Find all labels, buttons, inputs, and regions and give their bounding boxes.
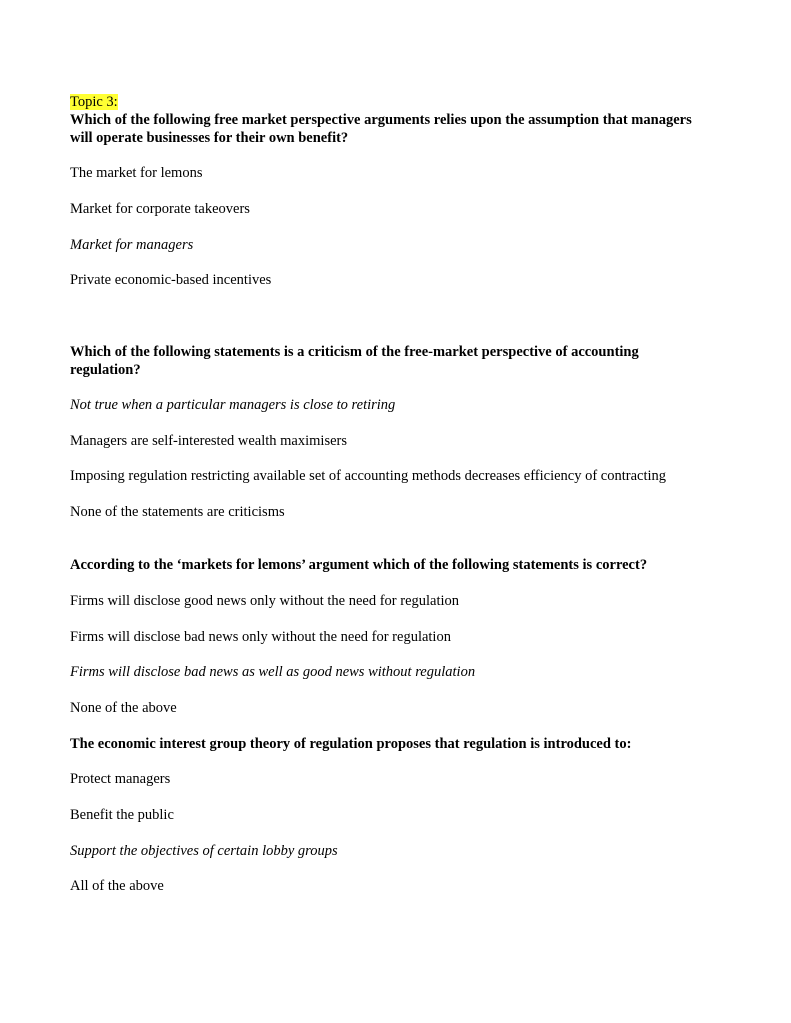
question-2-text: Which of the following statements is a criticism of the free-market perspective of accounting regulation? [70,344,639,378]
q3-option-4: None of the above [70,700,177,716]
q4-option-1: Protect managers [70,771,171,787]
question-4-text: The economic interest group theory of regulation proposes that regulation is introduced to: [70,736,632,752]
q1-option-1: The market for lemons [70,165,203,181]
q2-option-4: None of the statements are criticisms [70,504,285,520]
q2-option-3: Imposing regulation restricting available set of accounting methods decreases efficiency of contracting [70,468,667,484]
q1-option-4: Private economic-based incentives [70,272,272,288]
topic-label: Topic 3: [70,94,118,110]
q2-option-2: Managers are self-interested wealth maximisers [70,433,348,449]
q4-option-2: Benefit the public [70,807,174,823]
question-1-text: Which of the following free market perspective arguments relies upon the assumption that managers will operate businesses for their own benefit? [70,112,692,146]
q3-option-2: Firms will disclose bad news only without the need for regulation [70,629,451,645]
q4-option-3: Support the objectives of certain lobby groups [70,843,338,859]
q3-option-3: Firms will disclose bad news as well as good news without regulation [70,664,476,680]
q4-option-4: All of the above [70,878,164,894]
q3-option-1: Firms will disclose good news only without the need for regulation [70,593,460,609]
topic-heading [70,93,118,111]
q1-option-3: Market for managers [70,237,194,253]
q2-option-1: Not true when a particular managers is close to retiring [70,397,396,413]
question-3-text: According to the ‘markets for lemons’ argument which of the following statements is correct? [70,557,648,573]
q1-option-2: Market for corporate takeovers [70,201,250,217]
